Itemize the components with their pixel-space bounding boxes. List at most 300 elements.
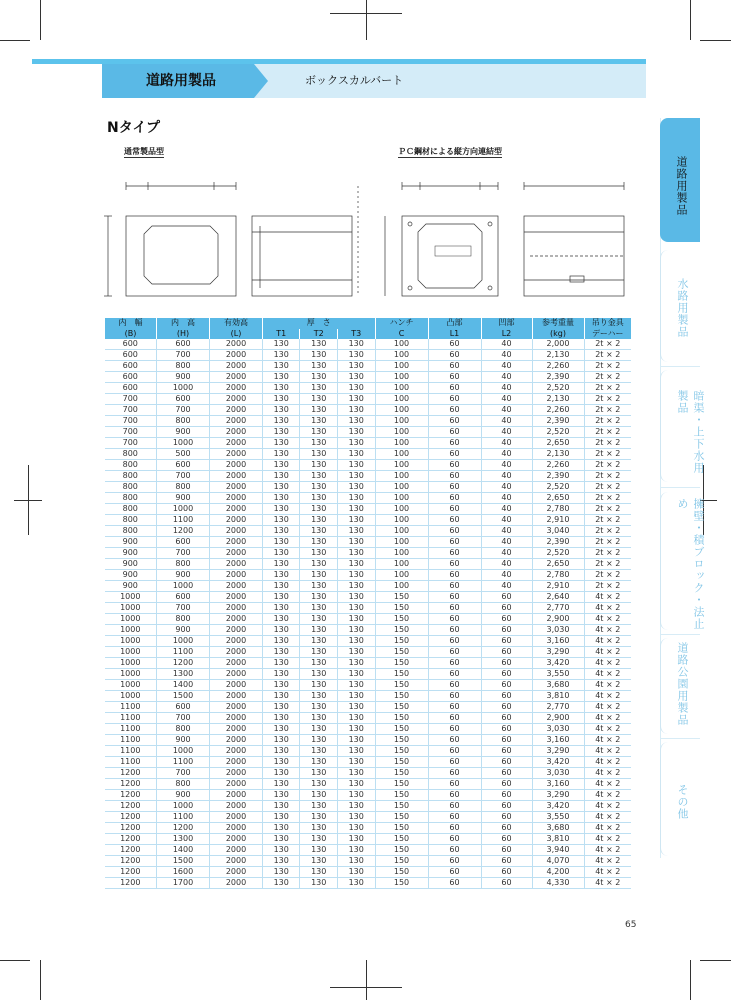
table-cell: 130 <box>300 482 337 493</box>
table-cell: 40 <box>481 383 532 394</box>
table-cell: 900 <box>105 559 157 570</box>
table-cell: 60 <box>481 834 532 845</box>
table-cell: 800 <box>105 449 157 460</box>
col-subheader: (kg) <box>532 329 584 340</box>
table-cell: 130 <box>300 768 337 779</box>
table-cell: 2,910 <box>532 515 584 526</box>
table-cell: 600 <box>157 460 210 471</box>
side-tab-waterway[interactable] <box>660 250 700 362</box>
table-cell: 130 <box>337 603 375 614</box>
table-cell: 4t × 2 <box>584 834 631 845</box>
table-cell: 4t × 2 <box>584 724 631 735</box>
table-cell: 60 <box>428 449 481 460</box>
table-cell: 130 <box>337 713 375 724</box>
table-cell: 130 <box>300 691 337 702</box>
table-cell: 130 <box>300 394 337 405</box>
table-cell: 2000 <box>210 515 263 526</box>
table-cell: 130 <box>300 526 337 537</box>
table-cell: 130 <box>337 559 375 570</box>
table-cell: 60 <box>428 438 481 449</box>
table-cell: 130 <box>337 416 375 427</box>
table-row <box>105 361 632 372</box>
table-cell: 2,650 <box>532 438 584 449</box>
table-cell: 700 <box>157 713 210 724</box>
table-cell: 150 <box>375 691 428 702</box>
table-cell: 700 <box>157 548 210 559</box>
table-cell: 2t × 2 <box>584 405 631 416</box>
table-row <box>105 515 632 526</box>
table-cell: 800 <box>105 460 157 471</box>
table-cell: 150 <box>375 867 428 878</box>
table-cell: 60 <box>428 658 481 669</box>
table-cell: 1000 <box>105 592 157 603</box>
table-cell: 1300 <box>157 669 210 680</box>
table-row <box>105 570 632 581</box>
table-cell: 130 <box>337 812 375 823</box>
table-cell: 2,910 <box>532 581 584 592</box>
table-cell: 150 <box>375 823 428 834</box>
table-cell: 130 <box>300 427 337 438</box>
table-cell: 130 <box>300 669 337 680</box>
table-row <box>105 735 632 746</box>
crop-mark <box>40 0 41 40</box>
table-cell: 2t × 2 <box>584 515 631 526</box>
table-cell: 60 <box>428 680 481 691</box>
table-cell: 40 <box>481 427 532 438</box>
table-cell: 600 <box>157 394 210 405</box>
table-cell: 2,640 <box>532 592 584 603</box>
table-cell: 1100 <box>157 757 210 768</box>
table-cell: 600 <box>105 372 157 383</box>
table-cell: 130 <box>263 493 300 504</box>
side-tab-park[interactable] <box>660 638 700 734</box>
table-cell: 60 <box>481 812 532 823</box>
table-cell: 800 <box>157 482 210 493</box>
table-cell: 100 <box>375 383 428 394</box>
table-cell: 130 <box>337 779 375 790</box>
table-cell: 2t × 2 <box>584 460 631 471</box>
table-cell: 130 <box>337 625 375 636</box>
table-cell: 130 <box>263 680 300 691</box>
table-cell: 900 <box>105 581 157 592</box>
table-cell: 1200 <box>105 878 157 889</box>
table-cell: 100 <box>375 570 428 581</box>
table-cell: 100 <box>375 526 428 537</box>
table-cell: 2,260 <box>532 361 584 372</box>
table-cell: 130 <box>337 438 375 449</box>
table-cell: 100 <box>375 339 428 350</box>
table-cell: 2,130 <box>532 394 584 405</box>
table-cell: 60 <box>428 746 481 757</box>
table-cell: 800 <box>105 493 157 504</box>
table-row <box>105 339 632 350</box>
table-row <box>105 449 632 460</box>
table-cell: 60 <box>428 801 481 812</box>
table-cell: 4t × 2 <box>584 636 631 647</box>
table-cell: 1200 <box>157 526 210 537</box>
col-header: 有効高 <box>210 318 263 329</box>
table-row <box>105 845 632 856</box>
table-cell: 40 <box>481 526 532 537</box>
table-cell: 4t × 2 <box>584 746 631 757</box>
table-cell: 130 <box>337 361 375 372</box>
col-subheader: T3 <box>337 329 375 340</box>
table-cell: 2t × 2 <box>584 537 631 548</box>
table-row <box>105 878 632 889</box>
table-cell: 2000 <box>210 702 263 713</box>
table-cell: 1200 <box>157 823 210 834</box>
col-subheader: (L) <box>210 329 263 340</box>
table-cell: 700 <box>105 416 157 427</box>
table-cell: 60 <box>428 361 481 372</box>
table-cell: 900 <box>157 625 210 636</box>
table-row <box>105 372 632 383</box>
table-cell: 4t × 2 <box>584 680 631 691</box>
side-tab-label: その他 <box>676 784 689 820</box>
table-cell: 130 <box>337 790 375 801</box>
table-cell: 130 <box>263 746 300 757</box>
table-row <box>105 856 632 867</box>
table-cell: 60 <box>481 592 532 603</box>
table-cell: 130 <box>300 515 337 526</box>
table-cell: 1200 <box>105 823 157 834</box>
side-tab-divider <box>660 487 700 488</box>
col-header: 厚 さ <box>263 318 376 329</box>
table-cell: 60 <box>428 559 481 570</box>
table-cell: 130 <box>337 515 375 526</box>
table-cell: 130 <box>300 625 337 636</box>
table-row <box>105 779 632 790</box>
table-row <box>105 383 632 394</box>
table-cell: 2,770 <box>532 702 584 713</box>
table-cell: 130 <box>337 460 375 471</box>
table-cell: 4t × 2 <box>584 867 631 878</box>
table-cell: 900 <box>105 548 157 559</box>
table-cell: 100 <box>375 449 428 460</box>
table-cell: 130 <box>263 790 300 801</box>
table-cell: 1200 <box>105 779 157 790</box>
table-cell: 130 <box>263 581 300 592</box>
table-cell: 1000 <box>157 801 210 812</box>
table-cell: 60 <box>481 757 532 768</box>
table-cell: 130 <box>263 625 300 636</box>
table-row <box>105 713 632 724</box>
table-cell: 3,290 <box>532 647 584 658</box>
table-cell: 1300 <box>157 834 210 845</box>
table-cell: 1000 <box>105 603 157 614</box>
table-cell: 2t × 2 <box>584 394 631 405</box>
table-cell: 1500 <box>157 856 210 867</box>
table-cell: 2000 <box>210 559 263 570</box>
side-tab-culvert[interactable] <box>660 370 705 482</box>
table-cell: 4,330 <box>532 878 584 889</box>
col-header: 凸部 <box>428 318 481 329</box>
table-cell: 2t × 2 <box>584 471 631 482</box>
table-cell: 130 <box>263 350 300 361</box>
crop-mark <box>690 960 691 1000</box>
table-cell: 130 <box>300 845 337 856</box>
table-cell: 1200 <box>105 790 157 801</box>
table-cell: 150 <box>375 735 428 746</box>
table-cell: 100 <box>375 416 428 427</box>
table-cell: 130 <box>300 537 337 548</box>
table-cell: 3,030 <box>532 625 584 636</box>
table-cell: 150 <box>375 592 428 603</box>
table-cell: 130 <box>337 724 375 735</box>
table-cell: 130 <box>337 548 375 559</box>
table-cell: 2000 <box>210 757 263 768</box>
table-cell: 40 <box>481 460 532 471</box>
table-cell: 900 <box>105 537 157 548</box>
table-cell: 4t × 2 <box>584 603 631 614</box>
table-cell: 1000 <box>105 691 157 702</box>
table-row <box>105 790 632 801</box>
table-cell: 100 <box>375 493 428 504</box>
table-cell: 40 <box>481 548 532 559</box>
table-cell: 60 <box>428 460 481 471</box>
table-row <box>105 680 632 691</box>
side-tab-road[interactable] <box>660 118 700 242</box>
table-cell: 150 <box>375 834 428 845</box>
table-cell: 2000 <box>210 482 263 493</box>
table-cell: 130 <box>337 614 375 625</box>
table-cell: 130 <box>263 757 300 768</box>
table-cell: 130 <box>263 427 300 438</box>
table-cell: 4t × 2 <box>584 768 631 779</box>
table-cell: 4t × 2 <box>584 812 631 823</box>
table-cell: 4,070 <box>532 856 584 867</box>
table-cell: 4t × 2 <box>584 735 631 746</box>
table-cell: 130 <box>337 493 375 504</box>
table-row <box>105 801 632 812</box>
table-row <box>105 482 632 493</box>
table-cell: 3,420 <box>532 658 584 669</box>
table-cell: 1000 <box>105 658 157 669</box>
table-cell: 130 <box>263 504 300 515</box>
table-cell: 130 <box>263 845 300 856</box>
table-cell: 60 <box>428 592 481 603</box>
table-cell: 800 <box>157 614 210 625</box>
table-cell: 40 <box>481 559 532 570</box>
page-number: 65 <box>625 920 637 930</box>
table-cell: 600 <box>105 383 157 394</box>
table-cell: 2000 <box>210 471 263 482</box>
table-cell: 60 <box>481 845 532 856</box>
table-cell: 1100 <box>105 735 157 746</box>
table-cell: 130 <box>337 757 375 768</box>
side-tab-other[interactable] <box>660 742 700 856</box>
table-row <box>105 548 632 559</box>
table-cell: 130 <box>337 339 375 350</box>
table-cell: 130 <box>300 735 337 746</box>
table-cell: 2,390 <box>532 416 584 427</box>
table-cell: 130 <box>300 416 337 427</box>
table-cell: 130 <box>263 636 300 647</box>
table-cell: 2t × 2 <box>584 493 631 504</box>
table-cell: 100 <box>375 559 428 570</box>
table-cell: 130 <box>263 471 300 482</box>
table-cell: 130 <box>263 779 300 790</box>
table-cell: 800 <box>105 515 157 526</box>
table-cell: 60 <box>428 339 481 350</box>
table-cell: 40 <box>481 504 532 515</box>
table-cell: 2000 <box>210 438 263 449</box>
table-cell: 150 <box>375 845 428 856</box>
table-cell: 2000 <box>210 724 263 735</box>
table-cell: 1200 <box>105 834 157 845</box>
table-cell: 130 <box>337 372 375 383</box>
spec-table <box>104 318 631 889</box>
table-cell: 130 <box>337 669 375 680</box>
table-cell: 2000 <box>210 669 263 680</box>
table-cell: 60 <box>428 669 481 680</box>
table-cell: 60 <box>481 614 532 625</box>
table-row <box>105 834 632 845</box>
table-cell: 700 <box>105 405 157 416</box>
table-cell: 130 <box>263 867 300 878</box>
table-cell: 130 <box>300 548 337 559</box>
table-cell: 1000 <box>105 614 157 625</box>
table-cell: 2t × 2 <box>584 438 631 449</box>
table-cell: 700 <box>105 394 157 405</box>
table-cell: 2,900 <box>532 713 584 724</box>
table-cell: 1000 <box>105 625 157 636</box>
table-cell: 130 <box>337 350 375 361</box>
table-cell: 60 <box>428 735 481 746</box>
table-cell: 2,900 <box>532 614 584 625</box>
table-cell: 150 <box>375 647 428 658</box>
table-cell: 100 <box>375 405 428 416</box>
table-cell: 2000 <box>210 713 263 724</box>
table-cell: 100 <box>375 372 428 383</box>
table-cell: 2,390 <box>532 537 584 548</box>
table-cell: 900 <box>157 570 210 581</box>
table-cell: 40 <box>481 581 532 592</box>
table-cell: 60 <box>428 471 481 482</box>
side-tab-label: 暗渠・上下水用製品 <box>676 390 705 474</box>
table-row <box>105 537 632 548</box>
table-cell: 100 <box>375 350 428 361</box>
crop-mark <box>690 0 691 40</box>
table-cell: 130 <box>337 581 375 592</box>
table-cell: 60 <box>428 548 481 559</box>
table-cell: 2000 <box>210 405 263 416</box>
table-cell: 130 <box>263 592 300 603</box>
table-cell: 800 <box>105 471 157 482</box>
table-cell: 60 <box>428 724 481 735</box>
crop-mark <box>330 13 402 14</box>
table-row <box>105 768 632 779</box>
table-cell: 4t × 2 <box>584 647 631 658</box>
table-cell: 60 <box>481 746 532 757</box>
table-row <box>105 350 632 361</box>
table-cell: 130 <box>337 405 375 416</box>
table-cell: 60 <box>481 735 532 746</box>
table-cell: 130 <box>337 768 375 779</box>
table-cell: 60 <box>481 823 532 834</box>
table-cell: 60 <box>428 878 481 889</box>
table-cell: 1100 <box>105 702 157 713</box>
table-cell: 150 <box>375 757 428 768</box>
table-cell: 130 <box>337 449 375 460</box>
table-header-row <box>105 318 632 329</box>
table-row <box>105 504 632 515</box>
table-cell: 2000 <box>210 394 263 405</box>
table-cell: 100 <box>375 515 428 526</box>
table-cell: 2,520 <box>532 383 584 394</box>
table-row <box>105 702 632 713</box>
table-cell: 2000 <box>210 592 263 603</box>
table-cell: 130 <box>300 702 337 713</box>
table-cell: 130 <box>300 812 337 823</box>
table-cell: 2,650 <box>532 493 584 504</box>
table-cell: 800 <box>105 504 157 515</box>
table-cell: 130 <box>263 372 300 383</box>
table-cell: 3,550 <box>532 812 584 823</box>
table-cell: 130 <box>263 801 300 812</box>
crop-mark <box>700 960 731 961</box>
table-cell: 2,390 <box>532 471 584 482</box>
table-cell: 2t × 2 <box>584 504 631 515</box>
table-cell: 2000 <box>210 427 263 438</box>
header-category: 道路用製品 <box>102 64 254 98</box>
table-cell: 2t × 2 <box>584 449 631 460</box>
table-cell: 1000 <box>157 746 210 757</box>
table-cell: 3,030 <box>532 724 584 735</box>
table-cell: 150 <box>375 614 428 625</box>
table-cell: 4t × 2 <box>584 801 631 812</box>
table-cell: 2t × 2 <box>584 339 631 350</box>
table-cell: 2000 <box>210 537 263 548</box>
table-row <box>105 581 632 592</box>
table-cell: 60 <box>481 603 532 614</box>
table-row <box>105 526 632 537</box>
table-cell: 130 <box>300 493 337 504</box>
table-cell: 2,780 <box>532 504 584 515</box>
table-cell: 2000 <box>210 801 263 812</box>
table-cell: 130 <box>263 856 300 867</box>
table-cell: 60 <box>428 537 481 548</box>
table-row <box>105 724 632 735</box>
table-cell: 40 <box>481 471 532 482</box>
table-cell: 3,160 <box>532 735 584 746</box>
table-cell: 900 <box>157 790 210 801</box>
table-cell: 2000 <box>210 614 263 625</box>
table-cell: 130 <box>300 658 337 669</box>
table-cell: 40 <box>481 570 532 581</box>
table-cell: 130 <box>263 603 300 614</box>
table-cell: 150 <box>375 746 428 757</box>
table-cell: 130 <box>300 592 337 603</box>
side-tab-retaining-wall[interactable] <box>660 492 705 630</box>
table-cell: 600 <box>157 339 210 350</box>
table-cell: 130 <box>263 460 300 471</box>
table-cell: 2000 <box>210 691 263 702</box>
table-row <box>105 614 632 625</box>
table-cell: 130 <box>337 636 375 647</box>
table-cell: 130 <box>337 823 375 834</box>
table-cell: 130 <box>337 856 375 867</box>
table-cell: 2000 <box>210 768 263 779</box>
table-row <box>105 493 632 504</box>
table-cell: 3,160 <box>532 779 584 790</box>
table-row <box>105 416 632 427</box>
table-cell: 130 <box>300 779 337 790</box>
table-cell: 130 <box>300 603 337 614</box>
table-cell: 700 <box>157 350 210 361</box>
table-cell: 900 <box>157 427 210 438</box>
col-header: 凹部 <box>481 318 532 329</box>
